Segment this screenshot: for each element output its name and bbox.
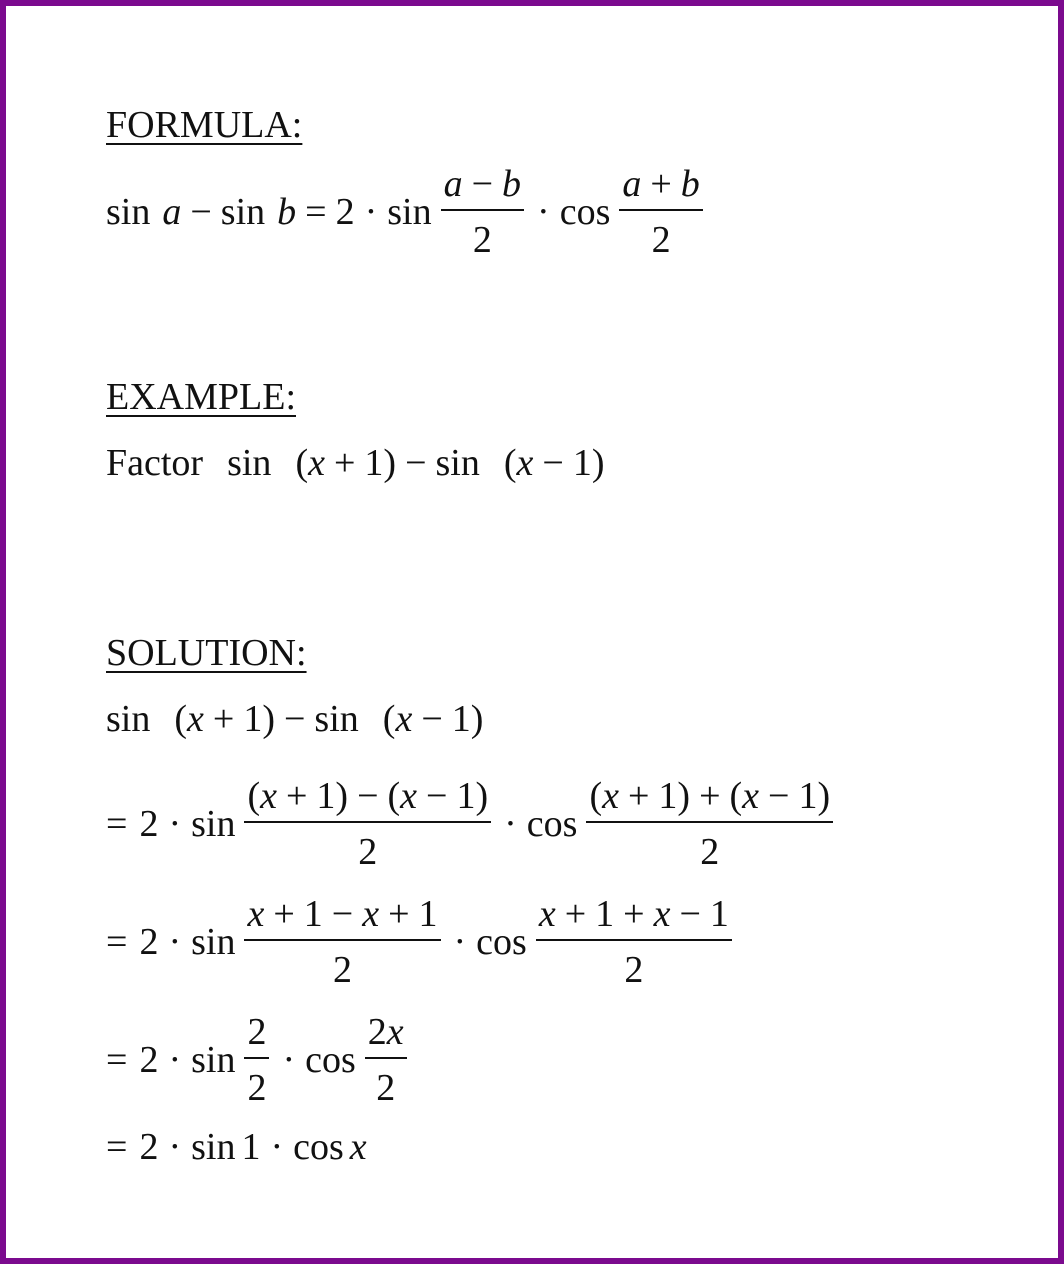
minus-sign: − [331,893,354,935]
minus-sign: − [679,893,701,935]
multiply-dot: · [453,921,467,963]
fraction-denominator: 2 [700,831,720,873]
fn-cos: cos [526,803,578,845]
right-paren: ) [383,442,397,484]
multiply-dot: · [168,921,182,963]
var-x: x [308,442,325,484]
number-one: 1 [658,775,678,817]
multiply-dot: · [168,1039,182,1081]
solution-step-1 [106,698,483,740]
number-one: 1 [595,893,615,935]
solution-step-5 [106,1126,367,1168]
document-page [6,6,1058,1258]
minus-sign: − [768,775,790,817]
left-paren: ( [247,775,261,817]
var-x: x [395,698,413,740]
minus-sign: − [421,698,443,740]
var-a: a [443,163,463,205]
var-x: x [187,698,204,740]
number-one: 1 [456,775,476,817]
number-one: 1 [709,893,729,935]
plus-sign: + [650,163,672,205]
minus-sign: − [405,442,427,484]
formula-equation [106,163,706,261]
minus-sign: − [357,775,379,817]
number-one: 1 [798,775,818,817]
plus-sign: + [285,775,308,817]
fraction-denominator: 2 [247,1067,267,1109]
fn-sin: sin [435,442,480,484]
multiply-dot: · [364,191,378,233]
fn-cos: cos [559,191,611,233]
fn-sin: sin [191,921,236,963]
var-x: x [386,1011,404,1053]
fn-sin: sin [314,698,359,740]
formula-heading: FORMULA: [106,104,303,146]
multiply-dot: · [270,1126,284,1168]
fn-sin: sin [106,191,151,233]
coefficient: 2 [139,803,159,845]
fraction-difference [244,777,491,871]
plus-sign: + [212,698,235,740]
equals-sign: = [106,1126,128,1168]
var-a: a [622,163,642,205]
var-x: x [247,893,265,935]
number-one: 1 [572,442,592,484]
fraction-denominator: 2 [376,1067,396,1109]
minus-sign: − [542,442,564,484]
multiply-dot: · [537,191,550,233]
var-x: x [516,442,534,484]
fraction-numerator [365,1013,407,1057]
number-one: 1 [303,893,323,935]
solution-heading: SOLUTION: [106,632,307,674]
left-paren: ( [589,775,603,817]
fraction-denominator: 2 [624,949,644,991]
left-paren: ( [382,698,396,740]
fn-sin: sin [191,1039,236,1081]
var-a: a [162,191,182,233]
minus-sign: − [283,698,306,740]
example-statement [106,442,604,484]
coefficient: 2 [367,1011,387,1053]
left-paren: ( [295,442,309,484]
var-x: x [653,893,671,935]
left-paren: ( [387,775,401,817]
coefficient: 2 [139,1039,159,1081]
fn-sin: sin [106,698,151,740]
equals-sign: = [106,803,128,845]
number-one: 1 [243,698,263,740]
right-paren: ) [335,775,349,817]
multiply-dot: · [282,1039,296,1081]
fraction-sum [586,777,833,871]
coefficient: 2 [139,1126,159,1168]
var-x: x [602,775,619,817]
fraction-numerator [244,895,440,939]
fn-sin: sin [387,191,432,233]
fraction-numerator [619,165,702,209]
var-b: b [502,163,522,205]
plus-sign: + [564,893,587,935]
fn-sin: sin [220,191,266,233]
number-one: 1 [451,698,471,740]
fraction-expanded-sum [536,895,732,989]
number-one: 1 [418,893,438,935]
example-heading: EXAMPLE: [106,376,296,418]
coefficient: 2 [139,921,159,963]
fraction-numerator [536,895,732,939]
var-x: x [742,775,760,817]
number-one: 1 [241,1126,261,1168]
solution-step-4 [106,1012,410,1108]
plus-sign: + [333,442,356,484]
multiply-dot: · [168,1126,182,1168]
fraction-numerator: 2 [247,1011,267,1053]
var-x: x [349,1126,367,1168]
fraction-a-minus-b [441,165,524,259]
right-paren: ) [817,775,831,817]
fraction-a-plus-b [619,165,702,259]
number-one: 1 [316,775,336,817]
fraction-denominator: 2 [332,949,352,991]
factor-word: Factor [106,442,204,484]
minus-sign: − [471,163,494,205]
fraction-numerator [586,777,833,821]
equals-sign: = [305,191,327,233]
fraction-two-x-over-two [365,1013,407,1107]
coefficient: 2 [335,191,355,233]
fn-sin: sin [191,803,236,845]
var-x: x [260,775,277,817]
fraction-denominator: 2 [358,831,378,873]
fraction-numerator [244,777,491,821]
multiply-dot: · [504,803,517,845]
number-one: 1 [364,442,384,484]
fraction-two-over-two [244,1013,269,1107]
multiply-dot: · [168,803,182,845]
equals-sign: = [106,1039,128,1081]
left-paren: ( [729,775,743,817]
fraction-denominator: 2 [472,219,492,261]
solution-step-3 [106,894,735,990]
right-paren: ) [475,775,489,817]
solution-step-2 [106,776,836,872]
plus-sign: + [273,893,295,935]
fraction-expanded-difference [244,895,440,989]
fn-cos: cos [476,921,527,963]
var-b: b [277,191,297,233]
plus-sign: + [388,893,410,935]
equals-sign: = [106,921,128,963]
fn-cos: cos [293,1126,344,1168]
minus-sign: − [190,191,212,233]
var-x: x [400,775,418,817]
right-paren: ) [677,775,691,817]
fn-cos: cos [305,1039,356,1081]
minus-sign: − [426,775,448,817]
right-paren: ) [591,442,605,484]
plus-sign: + [627,775,650,817]
fn-sin: sin [227,442,272,484]
var-x: x [362,893,380,935]
right-paren: ) [262,698,275,740]
left-paren: ( [174,698,188,740]
var-x: x [538,893,556,935]
plus-sign: + [699,775,721,817]
fn-sin: sin [191,1126,236,1168]
right-paren: ) [470,698,484,740]
var-b: b [680,163,700,205]
fraction-denominator: 2 [651,219,671,261]
fraction-numerator [441,165,524,209]
plus-sign: + [623,893,645,935]
left-paren: ( [503,442,517,484]
